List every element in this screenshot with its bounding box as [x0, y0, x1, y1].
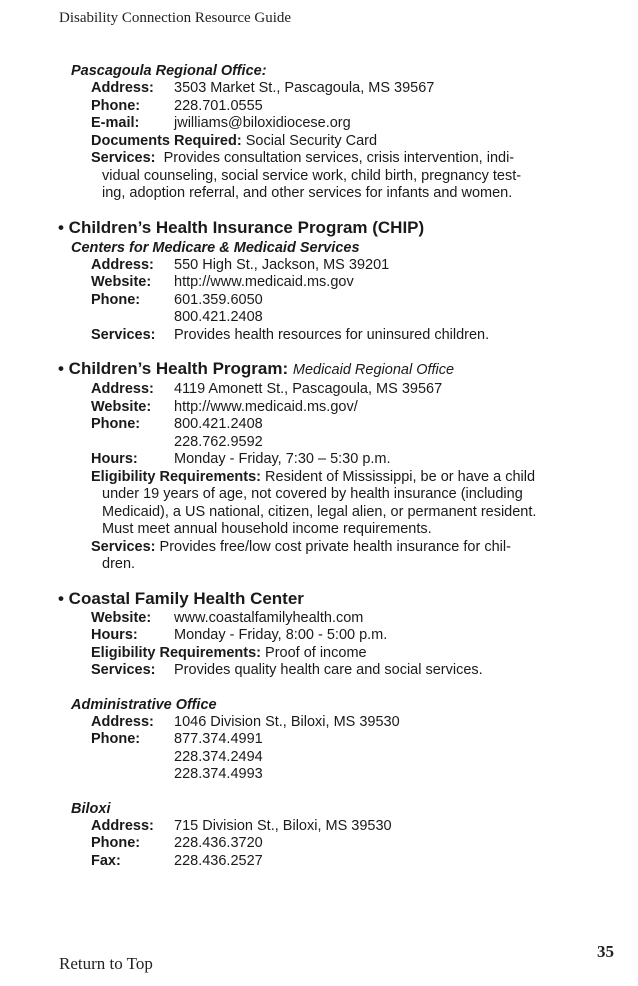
chp-phone-row-2 — [91, 434, 638, 452]
cfhc-services-row — [91, 662, 638, 680]
website-label: Website: — [91, 609, 152, 626]
pascagoula-email-link[interactable]: jwilliams@biloxidiocese.org — [174, 115, 351, 131]
chp-website-link[interactable]: http://www.medicaid.ms.gov/ — [174, 398, 358, 415]
chp-phone-row — [91, 416, 638, 434]
biloxi-address: 715 Division St., Biloxi, MS 39530 — [174, 817, 392, 834]
services-line: dren. — [102, 556, 136, 572]
chip-website-row — [91, 274, 638, 292]
phone-label: Phone: — [91, 416, 141, 432]
chp-org: Medicaid Regional Office — [292, 362, 455, 378]
pascagoula-phone-row — [91, 98, 638, 116]
admin-phone-row-2 — [91, 749, 638, 767]
phone-label: Phone: — [91, 291, 141, 308]
chp-eligibility — [91, 469, 580, 539]
admin-address-row — [91, 714, 638, 732]
admin-phone-1: 877.374.4991 — [174, 731, 263, 747]
eligibility-line: under 19 years of age, not covered by health insurance (including — [102, 486, 523, 502]
chip-address-row — [91, 257, 638, 275]
chip-subtitle: Centers for Medicare & Medicaid Services — [71, 239, 360, 256]
biloxi-fax: 228.436.2527 — [174, 852, 263, 869]
admin-phone-row-3 — [91, 766, 638, 784]
chp-title: • Children’s Health Program: — [58, 359, 289, 378]
services-line: Services: Provides consultation services, crisis intervention, indi- — [91, 150, 515, 166]
pascagoula-phone: 228.701.0555 — [174, 97, 263, 114]
phone-label: Phone: — [91, 97, 141, 114]
pascagoula-docs: Social Security Card — [245, 132, 378, 149]
cfhc-heading: • Coastal Family Health Center — [58, 588, 304, 608]
biloxi-phone: 228.436.3720 — [174, 835, 263, 851]
phone-label: Phone: — [91, 835, 141, 851]
chip-services: Provides health resources for uninsured children. — [174, 326, 490, 343]
chp-phone-1: 800.421.2408 — [174, 416, 263, 432]
hours-label: Hours: — [91, 627, 138, 643]
address-label: Address: — [91, 80, 154, 96]
admin-phone-2: 228.374.2494 — [174, 748, 263, 765]
pascagoula-address: 3503 Market St., Pascagoula, MS 39567 — [174, 80, 435, 96]
eligibility-label: Eligibility Requirements: — [91, 468, 261, 485]
chp-address: 4119 Amonett St., Pascagoula, MS 39567 — [174, 381, 443, 397]
hours-label: Hours: — [91, 451, 138, 467]
services-line: Services: Provides free/low cost private health insurance for chil- — [91, 538, 511, 555]
cfhc-eligibility-row — [91, 645, 638, 663]
chip-phone-row — [91, 292, 638, 310]
biloxi-fax-row — [91, 853, 638, 871]
cfhc-website-link[interactable]: www.coastalfamilyhealth.com — [174, 609, 364, 626]
eligibility-line: Eligibility Requirements: Resident of Mississippi, be or have a child — [91, 468, 536, 485]
services-line: vidual counseling, social service work, child birth, pregnancy test- — [102, 167, 522, 184]
chp-hours-row — [91, 451, 638, 469]
chip-services-row — [91, 327, 638, 345]
cfhc-eligibility: Proof of income — [265, 644, 367, 661]
eligibility-line: Must meet annual household income requirements. — [102, 521, 432, 537]
page-content — [0, 62, 638, 870]
email-label: E-mail: — [91, 115, 140, 131]
services-label: Services: — [91, 662, 156, 678]
page-number: 35 — [597, 942, 614, 961]
pascagoula-services — [91, 150, 580, 203]
biloxi-address-row — [91, 818, 638, 836]
biloxi-phone-row — [91, 835, 638, 853]
biloxi-office-title: Biloxi — [71, 800, 111, 817]
chp-hours: Monday - Friday, 7:30 – 5:30 p.m. — [174, 451, 391, 467]
chip-heading: • Children’s Health Insurance Program (CHIP) — [58, 217, 425, 237]
services-label: Services: — [91, 326, 156, 343]
cfhc-hours-row — [91, 627, 638, 645]
chip-phone-row-2 — [91, 309, 638, 327]
admin-office-title: Administrative Office — [71, 696, 217, 713]
website-label: Website: — [91, 274, 152, 290]
fax-label: Fax: — [91, 852, 121, 869]
services-line: ing, adoption referral, and other services for infants and women. — [102, 185, 513, 201]
cfhc-hours: Monday - Friday, 8:00 - 5:00 p.m. — [174, 627, 388, 643]
admin-phone-3: 228.374.4993 — [174, 766, 263, 782]
return-to-top-link[interactable]: Return to Top — [59, 954, 153, 973]
eligibility-line: Medicaid), a US national, citizen, legal alien, or permanent resident. — [102, 503, 537, 520]
chip-phone-1: 601.359.6050 — [174, 291, 263, 308]
phone-label: Phone: — [91, 731, 141, 747]
chp-services — [91, 539, 580, 574]
page-header: Disability Connection Resource Guide — [59, 10, 292, 26]
chip-address: 550 High St., Jackson, MS 39201 — [174, 256, 390, 273]
services-label: Services: — [91, 538, 156, 555]
cfhc-services: Provides quality health care and social services. — [174, 662, 483, 678]
address-label: Address: — [91, 381, 154, 397]
chip-website-link[interactable]: http://www.medicaid.ms.gov — [174, 274, 354, 290]
pascagoula-email-row — [91, 115, 638, 133]
cfhc-website-row — [91, 610, 638, 628]
address-label: Address: — [91, 256, 154, 273]
admin-phone-row — [91, 731, 638, 749]
chip-phone-2: 800.421.2408 — [174, 309, 263, 325]
pascagoula-docs-row — [91, 133, 638, 151]
pascagoula-address-row — [91, 80, 638, 98]
chp-website-row — [91, 399, 638, 417]
services-label: Services: — [91, 150, 156, 166]
pascagoula-office-title: Pascagoula Regional Office: — [71, 63, 267, 79]
admin-address: 1046 Division St., Biloxi, MS 39530 — [174, 713, 400, 730]
address-label: Address: — [91, 713, 154, 730]
website-label: Website: — [91, 398, 152, 415]
chp-heading — [58, 358, 638, 381]
chp-address-row — [91, 381, 638, 399]
chp-phone-2: 228.762.9592 — [174, 433, 263, 450]
docs-label: Documents Required: — [91, 132, 242, 149]
address-label: Address: — [91, 817, 154, 834]
eligibility-label: Eligibility Requirements: — [91, 644, 261, 661]
